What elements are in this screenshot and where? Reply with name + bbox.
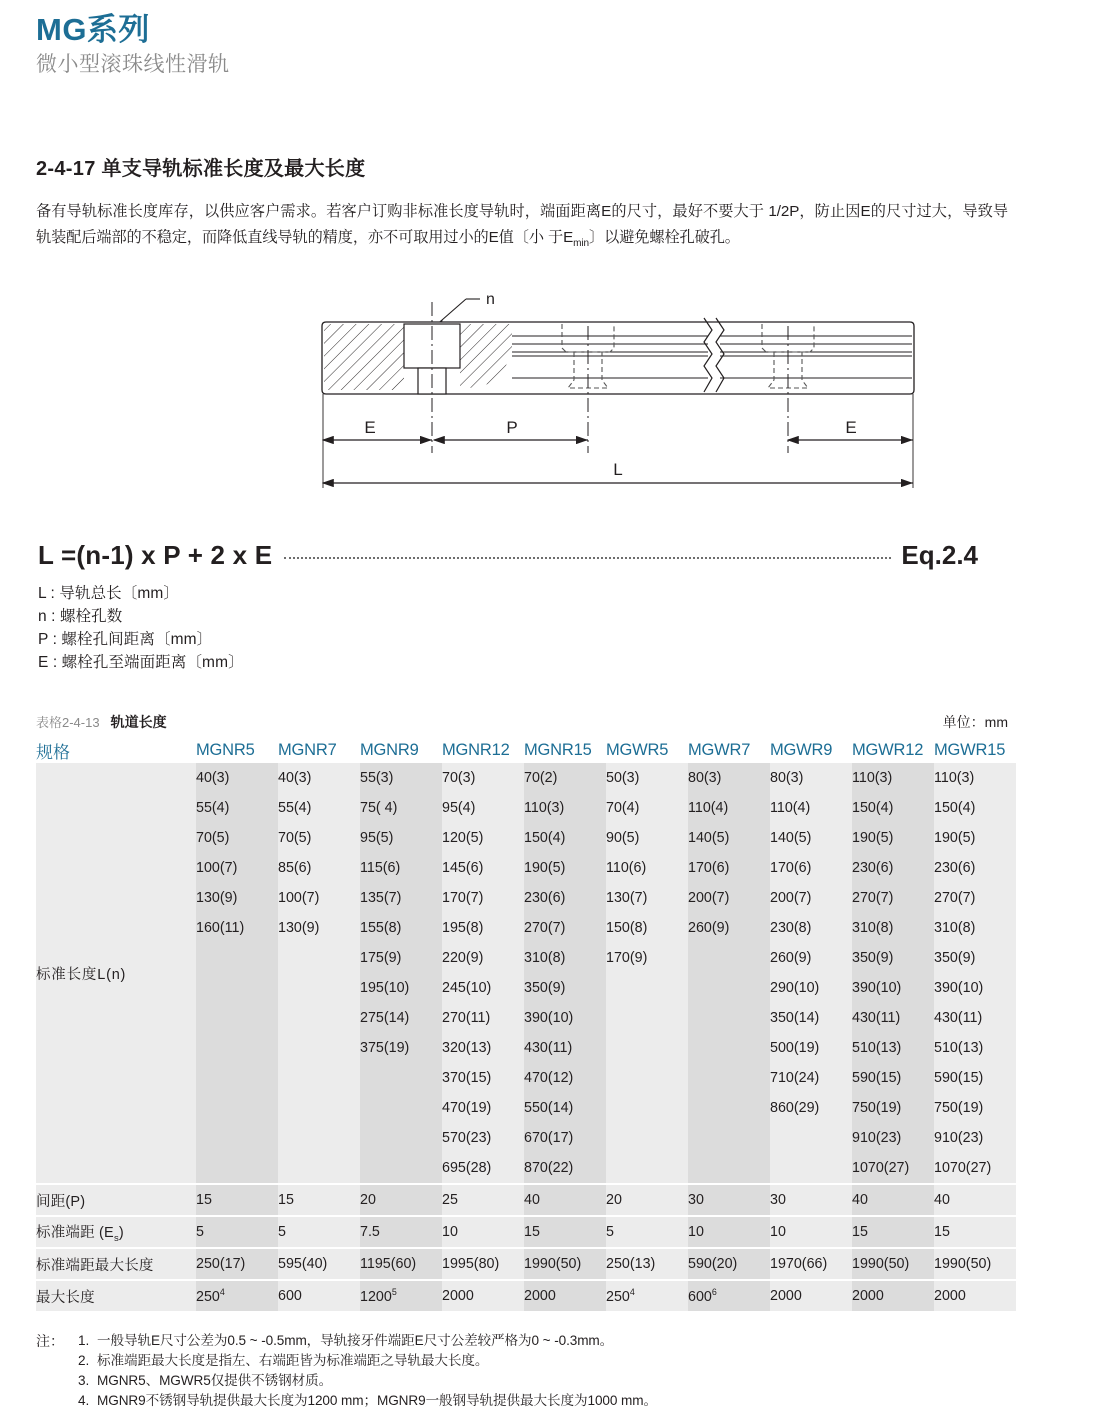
table-cell: 15 [934,1217,1016,1247]
table-cell: 75( 4) [360,793,442,823]
table-cell: 1200$^5$ [360,1281,442,1311]
table-cell [360,1093,442,1123]
table-cell [278,1033,360,1063]
table-header-row [36,738,1016,763]
table-cell: 110(3) [852,763,934,793]
footnote-text: MGNR5、MGWR5仅提供不锈钢材质。 [97,1373,333,1388]
table-cell: 695(28) [442,1153,524,1183]
table-cell: 40 [524,1185,606,1215]
table-cell: 110(6) [606,853,688,883]
table-cell: 150(4) [524,823,606,853]
dimension-l [323,460,913,483]
equation-legend [38,582,244,674]
table-cell: 145(6) [442,853,524,883]
table-cell: 1995(80) [442,1249,524,1279]
footnote-item [78,1331,996,1351]
table-cell: 10 [688,1217,770,1247]
footnotes-label: 注： [36,1333,64,1349]
table-cell: 170(6) [688,853,770,883]
table-caption [36,712,1008,732]
table-cell: 170(9) [606,943,688,973]
diagram-label-e-right: E [845,418,857,437]
table-cell [196,1123,278,1153]
table-cell: 120(5) [442,823,524,853]
cell-superscript: 5 [391,1287,397,1298]
table-cell: 110(4) [688,793,770,823]
table-cell: 7.5 [360,1217,442,1247]
table-cell: 2000 [442,1281,524,1311]
table-cell [606,1003,688,1033]
table-cell: 250(17) [196,1249,278,1279]
table-cell [360,1153,442,1183]
cell-superscript: 4 [219,1287,225,1298]
legend-item: n : 螺栓孔数 [38,608,123,625]
table-cell: 1990(50) [524,1249,606,1279]
table-cell: 275(14) [360,1003,442,1033]
table-cell: 600$^6$ [688,1281,770,1311]
table-cell: 130(7) [606,883,688,913]
summary-row-label: 间距(P) [36,1185,196,1215]
body-line-3-subscript: min [573,238,590,250]
equation-tag: Eq.2.4 [901,540,978,570]
table-cell: 190(5) [852,823,934,853]
table-cell: 70(3) [442,763,524,793]
table-cell: 1070(27) [852,1153,934,1183]
table-cell: 370(15) [442,1063,524,1093]
table-header-mgnr9: MGNR9 [360,738,442,763]
table-cell: 150(8) [606,913,688,943]
table-cell: 320(13) [442,1033,524,1063]
equation-dot-leader [284,557,891,559]
table-cell: 25 [442,1185,524,1215]
table-cell [606,1153,688,1183]
footnote-item [78,1351,996,1371]
table-header-mgnr12: MGNR12 [442,738,524,763]
brand-subtitle: 微小型滚珠线性滑轨 [36,52,230,76]
equation-formula: L =(n-1) x P + 2 x E [38,540,273,570]
summary-row-label: 标准端距 $(E_s)$ [36,1217,196,1247]
footnote-item [78,1391,996,1411]
table-cell: 1970(66) [770,1249,852,1279]
table-cell [278,1153,360,1183]
footnote-item [78,1371,996,1391]
table-cell: 245(10) [442,973,524,1003]
table-cell: 200(7) [688,883,770,913]
table-cell: 155(8) [360,913,442,943]
footnote-number: 4. [78,1393,90,1408]
table-cell: 70(2) [524,763,606,793]
table-summary-row [36,1281,1016,1311]
table-cell: 350(9) [852,943,934,973]
table-cell: 90(5) [606,823,688,853]
table-cell: 70(5) [196,823,278,853]
table-cell: 95(5) [360,823,442,853]
footnote-text: 标准端距最大长度是指左、右端距皆为标准端距之导轨最大长度。 [97,1353,489,1368]
table-cell: 175(9) [360,943,442,973]
table-cell: 115(6) [360,853,442,883]
table-cell: 1990(50) [934,1249,1016,1279]
table-cell: 70(5) [278,823,360,853]
table-cell: 375(19) [360,1033,442,1063]
table-cell: 20 [360,1185,442,1215]
table-cell: 5 [196,1217,278,1247]
table-cell: 550(14) [524,1093,606,1123]
table-cell: 600 [278,1281,360,1311]
table-cell: 500(19) [770,1033,852,1063]
section-body-text [36,199,1008,257]
table-cell [688,1063,770,1093]
table-header-mgnr7: MGNR7 [278,738,360,763]
table-cell: 130(9) [278,913,360,943]
table-cell [196,1093,278,1123]
equation-row [38,540,978,571]
table-cell: 30 [770,1185,852,1215]
footnote-number: 1. [78,1333,90,1348]
table-cell: 10 [770,1217,852,1247]
table-cell: 870(22) [524,1153,606,1183]
table-cell: 750(19) [934,1093,1016,1123]
table-cell: 310(8) [934,913,1016,943]
table-cell: 40 [852,1185,934,1215]
table-cell: 350(14) [770,1003,852,1033]
legend-item: L : 导轨总长〔mm〕 [38,585,179,602]
table-cell: 2000 [934,1281,1016,1311]
table-cell: 200(7) [770,883,852,913]
table-cell: 590(15) [852,1063,934,1093]
table-cell [278,1003,360,1033]
footnote-text: 一般导轨E尺寸公差为0.5 ~ -0.5mm，导轨接牙件端距E尺寸公差较严格为0 ~ -0.3mm。 [97,1333,614,1348]
table-cell [606,1093,688,1123]
table-cell [278,1093,360,1123]
legend-item: P : 螺栓孔间距离〔mm〕 [38,631,213,648]
table-cell: 230(8) [770,913,852,943]
table-cell: 270(7) [934,883,1016,913]
table-cell: 390(10) [852,973,934,1003]
table-cell: 5 [606,1217,688,1247]
table-cell: 390(10) [524,1003,606,1033]
table-cell: 55(4) [196,793,278,823]
table-cell: 860(29) [770,1093,852,1123]
table-cell: 910(23) [934,1123,1016,1153]
table-cell: 250$^4$ [196,1281,278,1311]
row-label-standard-length: 标准长度L(n) [36,763,196,1183]
table-cell [606,1123,688,1153]
table-header-mgnr5: MGNR5 [196,738,278,763]
table-cell: 270(7) [524,913,606,943]
table-cell: 2000 [524,1281,606,1311]
rail-length-table [36,738,1016,1313]
table-cell: 230(6) [852,853,934,883]
table-cell: 350(9) [934,943,1016,973]
table-cell: 670(17) [524,1123,606,1153]
table-header-spec: 规格 [36,738,196,763]
footnotes [36,1331,996,1411]
table-body [36,763,1016,1313]
dimension-p [434,418,588,440]
table-cell: 40(3) [196,763,278,793]
dimension-e-right [788,418,913,440]
table-cell: 430(11) [934,1003,1016,1033]
table-cell: 100(7) [278,883,360,913]
table-cell: 195(8) [442,913,524,943]
table-cell: 310(8) [852,913,934,943]
table-cell: 230(6) [934,853,1016,883]
table-summary-row [36,1217,1016,1247]
table-cell [688,1033,770,1063]
table-cell: 1990(50) [852,1249,934,1279]
table-cell: 190(5) [934,823,1016,853]
footnote-text: MGNR9不锈钢导轨提供最大长度为1200 mm；MGNR9一般钢导轨提供最大长度为1000 mm。 [97,1393,657,1408]
table-cell: 595(40) [278,1249,360,1279]
table-cell [196,1003,278,1033]
table-summary-row [36,1185,1016,1215]
body-line-2: 1/2P，防止因E的尺寸过大，导致导轨装配后端部的不稳定，而降低直线导轨的精度，亦不可取用过小的E值〔小 [36,203,1008,246]
table-cell: 55(4) [278,793,360,823]
legend-item: E : 螺栓孔至端面距离〔mm〕 [38,654,244,671]
table-cell: 40 [934,1185,1016,1215]
table-summary-row [36,1249,1016,1279]
table-cell: 110(3) [934,763,1016,793]
table-cell [688,1153,770,1183]
table-cell [278,1123,360,1153]
table-cell: 510(13) [934,1033,1016,1063]
table-cell: 260(9) [688,913,770,943]
summary-row-label: 标准端距最大长度 [36,1249,196,1279]
table-cell: 430(11) [524,1033,606,1063]
table-cell [360,1123,442,1153]
table-header-mgwr7: MGWR7 [688,738,770,763]
table-cell: 40(3) [278,763,360,793]
table-cell: 2000 [770,1281,852,1311]
table-unit-label: 单位：mm [942,714,1008,730]
table-cell: 170(7) [442,883,524,913]
table-cell: 430(11) [852,1003,934,1033]
table-cell: 15 [278,1185,360,1215]
table-cell: 470(19) [442,1093,524,1123]
table-cell: 15 [524,1217,606,1247]
table-cell: 390(10) [934,973,1016,1003]
table-row-spacer [36,1311,1016,1313]
table-cell: 710(24) [770,1063,852,1093]
table-cell: 190(5) [524,853,606,883]
table-cell: 1195(60) [360,1249,442,1279]
diagram-label-e-left: E [364,418,376,437]
table-cell: 15 [852,1217,934,1247]
table-cell: 110(3) [524,793,606,823]
table-cell: 110(4) [770,793,852,823]
table-cell [770,1153,852,1183]
brand-title: MG系列 [36,12,150,47]
table-cell: 270(7) [852,883,934,913]
table-cell: 30 [688,1185,770,1215]
table-cell: 135(7) [360,883,442,913]
table-cell: 2000 [852,1281,934,1311]
table-header-mgwr5: MGWR5 [606,738,688,763]
dimension-e-left [323,418,432,440]
table-caption-name: 轨道长度 [110,714,167,730]
table-cell [688,1093,770,1123]
table-cell [688,943,770,973]
table-cell: 195(10) [360,973,442,1003]
table-cell [360,1063,442,1093]
table-cell [688,1123,770,1153]
table-cell: 750(19) [852,1093,934,1123]
diagram-label-p: P [506,418,518,437]
table-cell: 310(8) [524,943,606,973]
table-cell: 510(13) [852,1033,934,1063]
table-cell: 350(9) [524,973,606,1003]
table-cell [688,1003,770,1033]
diagram-label-n: n [486,291,495,308]
table-cell: 170(6) [770,853,852,883]
footnote-number: 3. [78,1373,90,1388]
section-heading: 2-4-17 单支导轨标准长度及最大长度 [36,158,366,180]
table-cell: 70(4) [606,793,688,823]
cell-superscript: 6 [711,1287,717,1298]
footnote-number: 2. [78,1353,90,1368]
table-cell: 85(6) [278,853,360,883]
summary-row-label: 最大长度 [36,1281,196,1311]
table-cell: 150(4) [852,793,934,823]
table-cell: 15 [196,1185,278,1215]
table-cell: 140(5) [770,823,852,853]
table-cell: 150(4) [934,793,1016,823]
table-header-mgwr12: MGWR12 [852,738,934,763]
body-line-3-post: 〕以避免螺栓孔破孔。 [589,229,740,246]
table-cell [688,973,770,1003]
diagram-label-l: L [613,460,623,479]
table-cell [196,943,278,973]
table-cell: 55(3) [360,763,442,793]
table-spacer-cell [36,1311,1016,1313]
table-cell [196,1033,278,1063]
table-cell [606,1063,688,1093]
table-cell: 250$^4$ [606,1281,688,1311]
table-cell: 250(13) [606,1249,688,1279]
table-header-mgwr15: MGWR15 [934,738,1016,763]
table-header-mgnr15: MGNR15 [524,738,606,763]
table-cell: 220(9) [442,943,524,973]
table-cell: 140(5) [688,823,770,853]
table-cell: 590(15) [934,1063,1016,1093]
table-cell: 80(3) [770,763,852,793]
table-cell: 230(6) [524,883,606,913]
table-cell: 50(3) [606,763,688,793]
table-cell: 10 [442,1217,524,1247]
table-cell [196,1153,278,1183]
table-cell [606,973,688,1003]
table-cell: 80(3) [688,763,770,793]
table-cell: 130(9) [196,883,278,913]
cell-superscript: 4 [629,1287,635,1298]
body-line-3-pre: 于E [548,229,574,246]
table-cell [196,973,278,1003]
table-cell: 470(12) [524,1063,606,1093]
summary-label-subscript: s [113,1232,119,1244]
page-header [36,14,230,76]
table-row [36,763,1016,793]
table-cell: 260(9) [770,943,852,973]
table-cell: 270(11) [442,1003,524,1033]
table-cell: 290(10) [770,973,852,1003]
table-cell: 5 [278,1217,360,1247]
table-cell [196,1063,278,1093]
table-cell: 160(11) [196,913,278,943]
table-cell: 1070(27) [934,1153,1016,1183]
table-header-mgwr9: MGWR9 [770,738,852,763]
table-cell: 100(7) [196,853,278,883]
table-cell [278,973,360,1003]
table-cell [606,1033,688,1063]
table-cell [770,1123,852,1153]
table-cell [278,1063,360,1093]
rail-dimension-diagram [300,278,940,510]
body-line-1: 备有导轨标准长度库存，以供应客户需求。若客户订购非标准长度导轨时，端面距离E的尺寸，最好不要大于 [36,203,765,220]
table-cell [278,943,360,973]
table-cell: 570(23) [442,1123,524,1153]
table-caption-id: 表格2-4-13 [36,715,100,730]
table-cell: 95(4) [442,793,524,823]
table-cell: 20 [606,1185,688,1215]
table-cell: 590(20) [688,1249,770,1279]
table-cell: 910(23) [852,1123,934,1153]
